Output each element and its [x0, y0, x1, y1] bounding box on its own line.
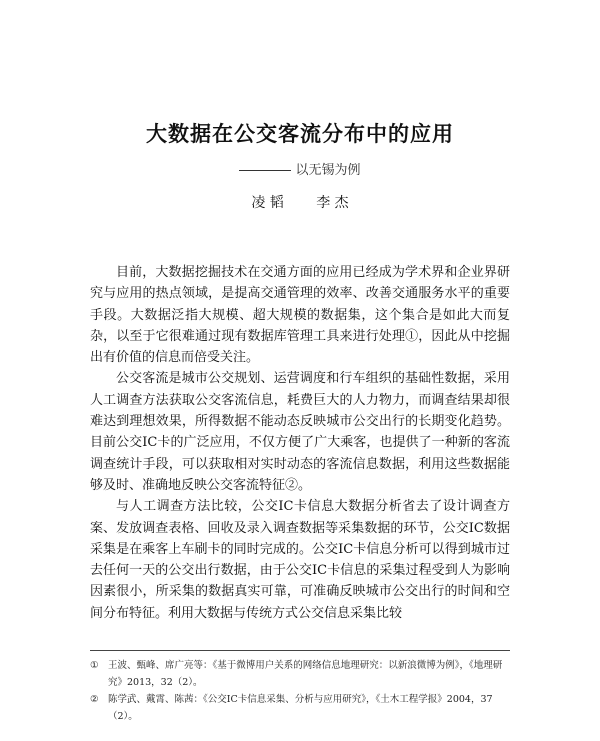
paragraph: 公交客流是城市公交规划、运营调度和行车组织的基础性数据，采用人工调查方法获取公交客流信息，耗费巨大的人力物力，而调查结果却很难达到理想效果，所得数据不能动态反映城市公交出行的长期变化趋势。目前公交IC卡的广泛应用，不仅方便了广大乘客，也提供了一种新的客流调查统计手段，可以获取相对实时动态的客流信息数据，利用这些数据能够及时、准确地反映公交客流特征②。: [90, 371, 510, 493]
footnote-text: 王波、甄峰、席广亮等：《基于微博用户关系的网络信息地理研究：以新浪微博为例》，《地理研究》2013，32（2）。: [108, 660, 503, 688]
author-2: 李 杰: [316, 195, 349, 211]
author-1: 凌 韬: [251, 195, 284, 211]
subtitle-dash: [239, 170, 291, 171]
author-line: [0, 192, 600, 212]
article-title: 大数据在公交客流分布中的应用: [146, 122, 454, 146]
footnote-mark: ①: [90, 660, 99, 671]
article-subtitle: [0, 159, 600, 178]
article-body: [90, 262, 510, 624]
footnotes: [90, 650, 510, 725]
subtitle-text: 以无锡为例: [295, 163, 361, 178]
footnote-2: [90, 691, 510, 725]
footnote-text: 陈学武、戴霄、陈茜：《公交IC卡信息采集、分析与应用研究》，《土木工程学报》2004，37（2）。: [108, 694, 493, 722]
footnote-mark: ②: [90, 694, 99, 705]
paragraph: 目前，大数据挖掘技术在交通方面的应用已经成为学术界和企业界研究与应用的热点领域，是提高交通管理的效率、改善交通服务水平的重要手段。大数据泛指大规模、超大规模的数据集，这个集合是如此大而复杂，以至于它很难通过现有数据库管理工具来进行处理①，因此从中挖掘出有价值的信息而倍受关注。: [90, 265, 510, 366]
footnote-1: [90, 657, 510, 691]
paragraph: 与人工调查方法比较，公交IC卡信息大数据分析省去了设计调查方案、发放调查表格、回收及录入调查数据等采集数据的环节，公交IC数据采集是在乘客上车刷卡的同时完成的。公交IC卡信息分析可以得到城市过去任何一天的公交出行数据，由于公交IC卡信息的采集过程受到人为影响因素很小，所采集的数据真实可靠，可准确反映城市公交出行的时间和空间分布特征。利用大数据与传统方式公交信息采集比较: [90, 499, 510, 621]
